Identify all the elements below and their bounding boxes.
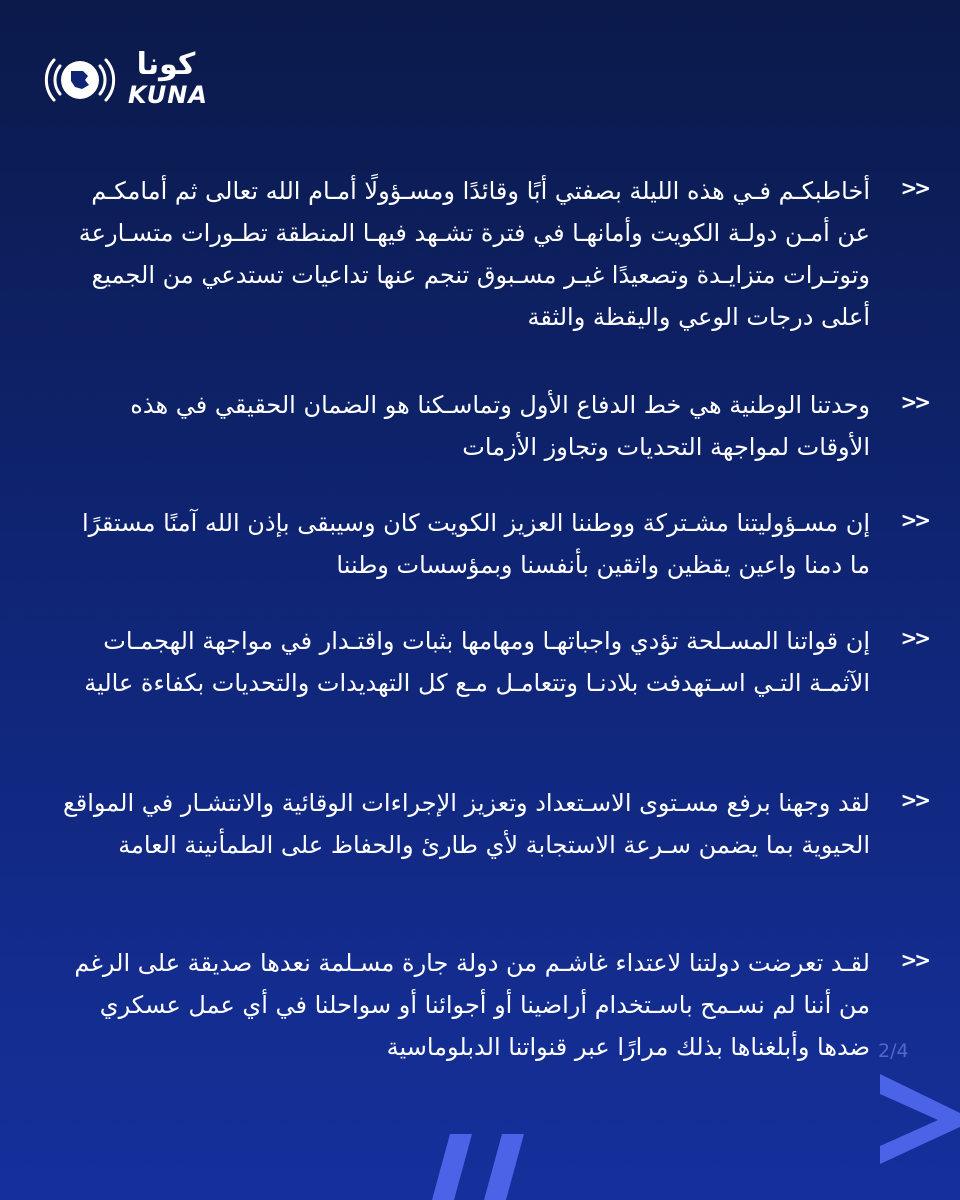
kuna-logo-icon xyxy=(38,44,122,116)
quote-mark-icon xyxy=(432,1134,532,1200)
statement-text: إن قواتنا المسـلحة تؤدي واجباتهـا ومهامها بثبات واقتـدار في مواجهة الهجمـات الآثمـة التـي اسـتهدفت بلادنـا وتتعامـل مـع كل التهديدات والتحديات بكفاءة عالية xyxy=(84,627,870,697)
statement-text: لقد وجهنا برفع مسـتوى الاسـتعداد وتعزيز الإجراءات الوقائية والانتشـار في المواقع الحيوية بما يضمن سـرعة الاستجابة لأي طارئ والحفاظ على الطمأنينة العامة xyxy=(62,789,870,859)
double-chevron-icon: >> xyxy=(900,508,928,532)
page-indicator: 2/4 xyxy=(878,1040,909,1062)
statement-text: وحدتنا الوطنية هي خط الدفاع الأول وتماسـكنا هو الضمان الحقيقي في هذه الأوقات لمواجهة التحديات وتجاوز الأزمات xyxy=(130,391,870,461)
statement-text: أخاطبكـم فـي هذه الليلة بصفتي أبًا وقائدًا ومسـؤولًا أمـام الله تعالى ثم أمامكـم عن أمـن دولـة الكويت وأمانهـا في فترة تشـهد فيهـا المنطقة تطـورات متسـارعة وتوتـرات متزايـدة وتصعيدًا غيـر مسـبوق تنجم عنها تداعيات تستدعي من الجميع أعلى درجات الوعي واليقظة والثقة xyxy=(78,177,870,331)
statement-text: إن مسـؤوليتنا مشـتركة ووطننا العزيز الكويت كان وسيبقى بإذن الله آمنًا مستقرًا ما دمنا واعين يقظين واثقين بأنفسنا وبمؤسسات وطننا xyxy=(81,509,870,579)
statement-text: لقـد تعرضت دولتنا لاعتداء غاشـم من دولة جارة مسـلمة نعدها صديقة على الرغم من أننا لم نسـمح باسـتخدام أراضينا أو أجوائنا أو سواحلنا في أي عمل عسكري ضدها وأبلغناها بذلك مرارًا عبر قنواتنا الدبلوماسية xyxy=(74,949,870,1061)
brand-name-arabic: كونا xyxy=(136,47,196,82)
double-chevron-icon: >> xyxy=(900,948,928,972)
chevron-right-icon[interactable] xyxy=(876,1074,960,1164)
double-chevron-icon: >> xyxy=(900,788,928,812)
double-chevron-icon: >> xyxy=(900,176,928,200)
double-chevron-icon: >> xyxy=(900,626,928,650)
kuna-logo xyxy=(38,44,238,116)
brand-name-english: KUNA xyxy=(128,81,208,109)
double-chevron-icon: >> xyxy=(900,390,928,414)
